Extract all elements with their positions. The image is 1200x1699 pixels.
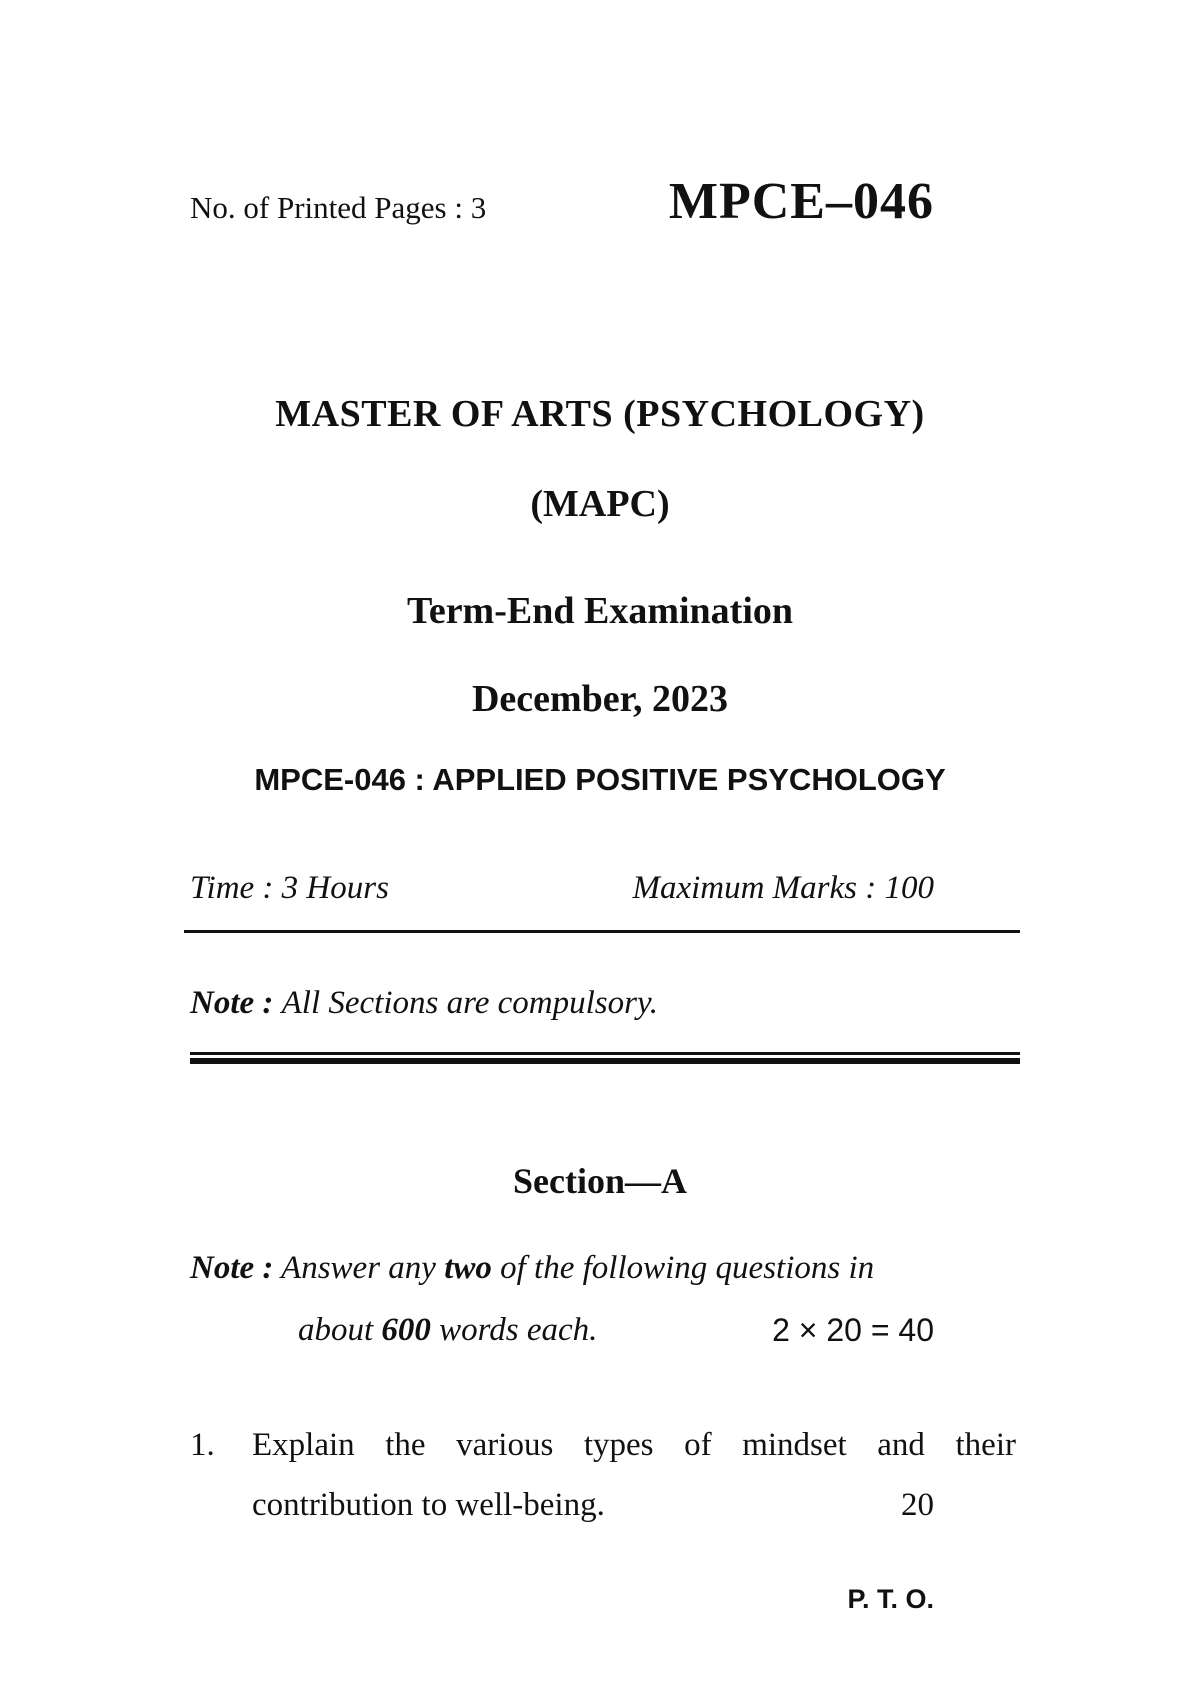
double-rule-top bbox=[190, 1052, 1020, 1055]
section-note-line2-text-1: about bbox=[298, 1312, 382, 1348]
general-note-label: Note : bbox=[190, 985, 274, 1021]
section-note-line2-bold: 600 bbox=[381, 1312, 431, 1348]
section-note-text-2: of the following questions in bbox=[491, 1250, 875, 1286]
programme-code: (MAPC) bbox=[530, 483, 670, 525]
section-note-text-1: Answer any bbox=[281, 1250, 445, 1286]
exam-duration: Time : 3 Hours bbox=[190, 870, 389, 906]
general-note bbox=[190, 985, 658, 1022]
general-note-text: All Sections are compulsory. bbox=[281, 985, 659, 1021]
section-heading: Section—A bbox=[513, 1161, 687, 1201]
maximum-marks: Maximum Marks : 100 bbox=[632, 870, 934, 906]
divider-rule bbox=[184, 930, 1020, 933]
please-turn-over: P. T. O. bbox=[847, 1584, 934, 1614]
section-marks-formula: 2 × 20 = 40 bbox=[772, 1312, 934, 1348]
degree-title: MASTER OF ARTS (PSYCHOLOGY) bbox=[275, 393, 925, 435]
question-number: 1. bbox=[190, 1427, 215, 1463]
double-rule-bottom bbox=[190, 1058, 1020, 1064]
exam-date: December, 2023 bbox=[471, 678, 729, 720]
section-note-label: Note : bbox=[190, 1250, 274, 1286]
section-note bbox=[190, 1250, 874, 1287]
section-note-bold-1: two bbox=[444, 1250, 492, 1286]
printed-pages-count: No. of Printed Pages : 3 bbox=[190, 190, 487, 225]
question-text-line-2: contribution to well-being. bbox=[252, 1487, 605, 1523]
question-text-line-1: Explain the various types of mindset and their bbox=[252, 1427, 1016, 1463]
course-code-header: MPCE–046 bbox=[668, 173, 934, 230]
exam-title: Term-End Examination bbox=[406, 590, 794, 632]
section-note-line-2 bbox=[298, 1312, 597, 1349]
course-title: MPCE-046 : APPLIED POSITIVE PSYCHOLOGY bbox=[254, 762, 946, 797]
section-note-line2-text-2: words each. bbox=[430, 1312, 598, 1348]
question-marks: 20 bbox=[901, 1487, 934, 1523]
